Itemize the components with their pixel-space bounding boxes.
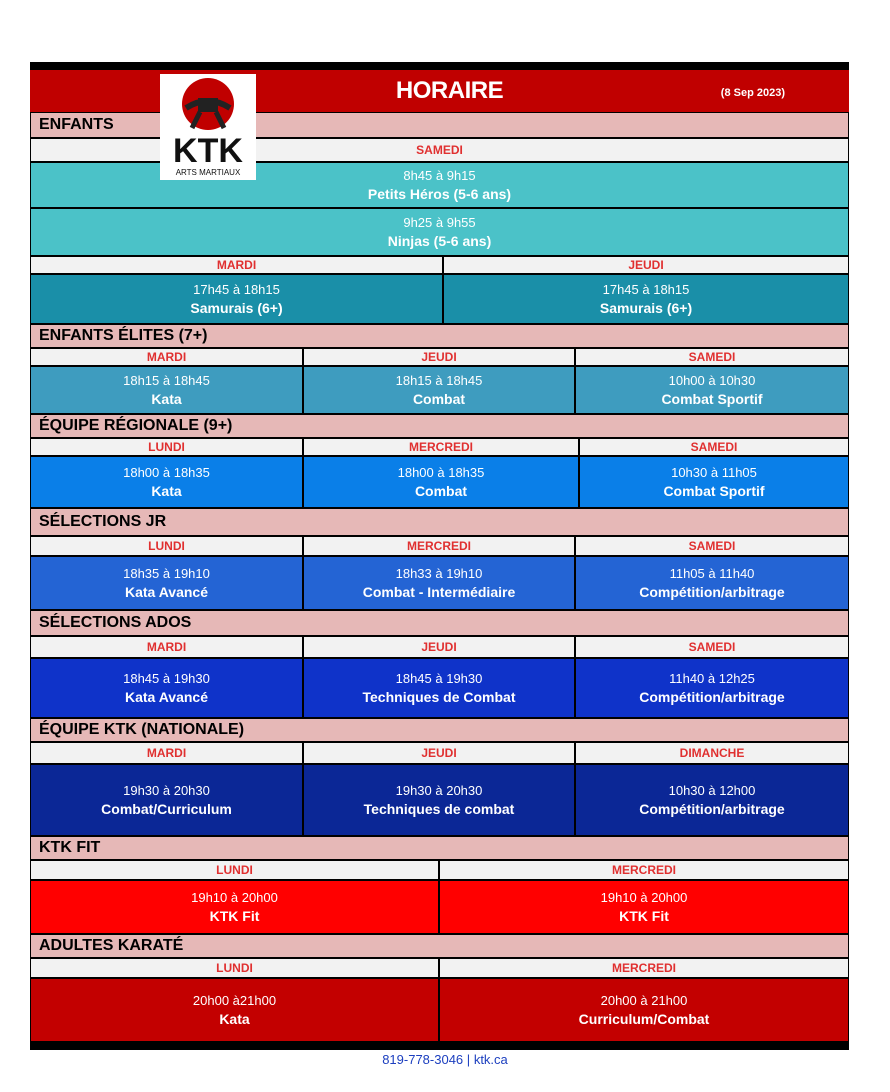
class-name: Petits Héros (5-6 ans) bbox=[367, 186, 512, 202]
class-time: 18h45 à 19h30 bbox=[395, 671, 483, 686]
class-cell bbox=[303, 456, 579, 508]
logo-subtitle: ARTS MARTIAUX bbox=[175, 168, 241, 177]
class-name: Kata bbox=[151, 483, 182, 499]
logo-text: KTK bbox=[173, 132, 243, 170]
class-name: Combat Sportif bbox=[661, 391, 763, 407]
class-cell bbox=[439, 978, 849, 1042]
day-label: MARDI bbox=[30, 636, 303, 658]
class-cell bbox=[30, 366, 303, 414]
day-label: SAMEDI bbox=[575, 636, 849, 658]
day-label: LUNDI bbox=[30, 860, 439, 880]
class-time: 19h10 à 20h00 bbox=[600, 890, 688, 905]
class-time: 20h00 à 21h00 bbox=[600, 993, 688, 1008]
class-name: Samurais (6+) bbox=[599, 300, 693, 316]
day-label: JEUDI bbox=[303, 742, 575, 764]
class-name: Compétition/arbitrage bbox=[639, 584, 785, 600]
day-label: LUNDI bbox=[30, 438, 303, 456]
ktk-logo bbox=[160, 74, 256, 180]
day-label: MARDI bbox=[30, 742, 303, 764]
section-selections-ados: SÉLECTIONS ADOS bbox=[30, 610, 849, 636]
class-name: Combat bbox=[414, 483, 468, 499]
class-cell bbox=[30, 274, 443, 324]
class-time: 18h15 à 18h45 bbox=[123, 373, 210, 388]
class-cell bbox=[303, 366, 575, 414]
class-time: 17h45 à 18h15 bbox=[602, 282, 690, 297]
class-name: Combat bbox=[412, 391, 466, 407]
section-equipe-nationale: ÉQUIPE KTK (NATIONALE) bbox=[30, 718, 849, 742]
day-label: JEUDI bbox=[443, 256, 849, 274]
day-label: JEUDI bbox=[303, 348, 575, 366]
class-time: 19h30 à 20h30 bbox=[395, 783, 483, 798]
section-enfants-elites: ENFANTS ÉLITES (7+) bbox=[30, 324, 849, 348]
schedule-sheet bbox=[30, 62, 849, 1050]
class-cell bbox=[443, 274, 849, 324]
footer-separator: | bbox=[466, 1052, 471, 1067]
day-label: SAMEDI bbox=[575, 348, 849, 366]
class-name: Curriculum/Combat bbox=[578, 1011, 710, 1027]
day-label: MARDI bbox=[30, 256, 443, 274]
class-cell bbox=[30, 208, 849, 256]
class-name: Kata Avancé bbox=[124, 584, 208, 600]
class-cell bbox=[575, 764, 849, 836]
class-name: Kata bbox=[219, 1011, 250, 1027]
day-label: LUNDI bbox=[30, 536, 303, 556]
class-name: Combat - Intermédiaire bbox=[362, 584, 516, 600]
day-label: SAMEDI bbox=[30, 138, 849, 162]
class-cell bbox=[439, 880, 849, 934]
class-time: 18h00 à 18h35 bbox=[123, 465, 210, 480]
class-time: 18h35 à 19h10 bbox=[123, 566, 210, 581]
class-time: 10h30 à 11h05 bbox=[671, 465, 757, 480]
class-cell bbox=[30, 456, 303, 508]
class-time: 19h30 à 20h30 bbox=[123, 783, 210, 798]
class-time: 20h00 à21h00 bbox=[192, 993, 277, 1008]
day-label: MERCREDI bbox=[303, 536, 575, 556]
class-name: KTK Fit bbox=[209, 908, 260, 924]
day-label: MARDI bbox=[30, 348, 303, 366]
footer-contact bbox=[0, 1052, 890, 1067]
class-cell bbox=[575, 658, 849, 718]
day-label: JEUDI bbox=[303, 636, 575, 658]
day-label: LUNDI bbox=[30, 958, 439, 978]
day-label: SAMEDI bbox=[575, 536, 849, 556]
class-time: 11h40 à 12h25 bbox=[669, 671, 755, 686]
class-cell bbox=[30, 978, 439, 1042]
class-cell bbox=[579, 456, 849, 508]
class-time: 19h10 à 20h00 bbox=[191, 890, 278, 905]
section-enfants: ENFANTS bbox=[30, 112, 849, 138]
class-cell bbox=[303, 658, 575, 718]
class-time: 18h45 à 19h30 bbox=[123, 671, 210, 686]
class-name: Combat Sportif bbox=[663, 483, 765, 499]
footer-phone: 819-778-3046 bbox=[382, 1052, 464, 1067]
day-label: MERCREDI bbox=[439, 958, 849, 978]
bottom-black-bar bbox=[30, 1042, 849, 1050]
class-name: Kata Avancé bbox=[124, 689, 208, 705]
class-name: KTK Fit bbox=[619, 908, 669, 924]
class-name: Combat/Curriculum bbox=[101, 801, 232, 817]
day-label: DIMANCHE bbox=[575, 742, 849, 764]
day-label: MERCREDI bbox=[303, 438, 579, 456]
class-name: Kata bbox=[151, 391, 182, 407]
class-cell bbox=[30, 556, 303, 610]
class-cell bbox=[30, 880, 439, 934]
class-name: Samurais (6+) bbox=[190, 300, 283, 316]
class-time: 18h33 à 19h10 bbox=[395, 566, 483, 581]
page-title: HORAIRE bbox=[395, 77, 504, 104]
class-time: 10h00 à 10h30 bbox=[668, 373, 756, 388]
day-label: MERCREDI bbox=[439, 860, 849, 880]
class-time: 10h30 à 12h00 bbox=[668, 783, 756, 798]
section-equipe-regionale: ÉQUIPE RÉGIONALE (9+) bbox=[30, 414, 849, 438]
section-adultes-karate: ADULTES KARATÉ bbox=[30, 934, 849, 958]
class-name: Ninjas (5-6 ans) bbox=[387, 233, 492, 249]
class-cell bbox=[30, 162, 849, 208]
top-black-bar bbox=[30, 62, 849, 70]
section-selections-jr: SÉLECTIONS JR bbox=[30, 508, 849, 536]
class-cell bbox=[30, 764, 303, 836]
day-label: SAMEDI bbox=[579, 438, 849, 456]
footer-website-link[interactable]: ktk.ca bbox=[473, 1052, 508, 1067]
class-name: Techniques de Combat bbox=[362, 689, 516, 705]
class-name: Techniques de combat bbox=[363, 801, 515, 817]
class-cell bbox=[30, 658, 303, 718]
class-name: Compétition/arbitrage bbox=[639, 689, 785, 705]
class-name: Compétition/arbitrage bbox=[639, 801, 785, 817]
class-time: 18h00 à 18h35 bbox=[397, 465, 485, 480]
class-time: 9h25 à 9h55 bbox=[403, 215, 476, 230]
class-time: 11h05 à 11h40 bbox=[669, 566, 755, 581]
class-cell bbox=[575, 556, 849, 610]
class-time: 8h45 à 9h15 bbox=[403, 168, 476, 183]
class-cell bbox=[575, 366, 849, 414]
class-time: 18h15 à 18h45 bbox=[395, 373, 483, 388]
class-cell bbox=[303, 764, 575, 836]
class-time: 17h45 à 18h15 bbox=[193, 282, 280, 297]
class-cell bbox=[303, 556, 575, 610]
schedule-date: (8 Sep 2023) bbox=[720, 87, 785, 99]
section-ktk-fit: KTK FIT bbox=[30, 836, 849, 860]
